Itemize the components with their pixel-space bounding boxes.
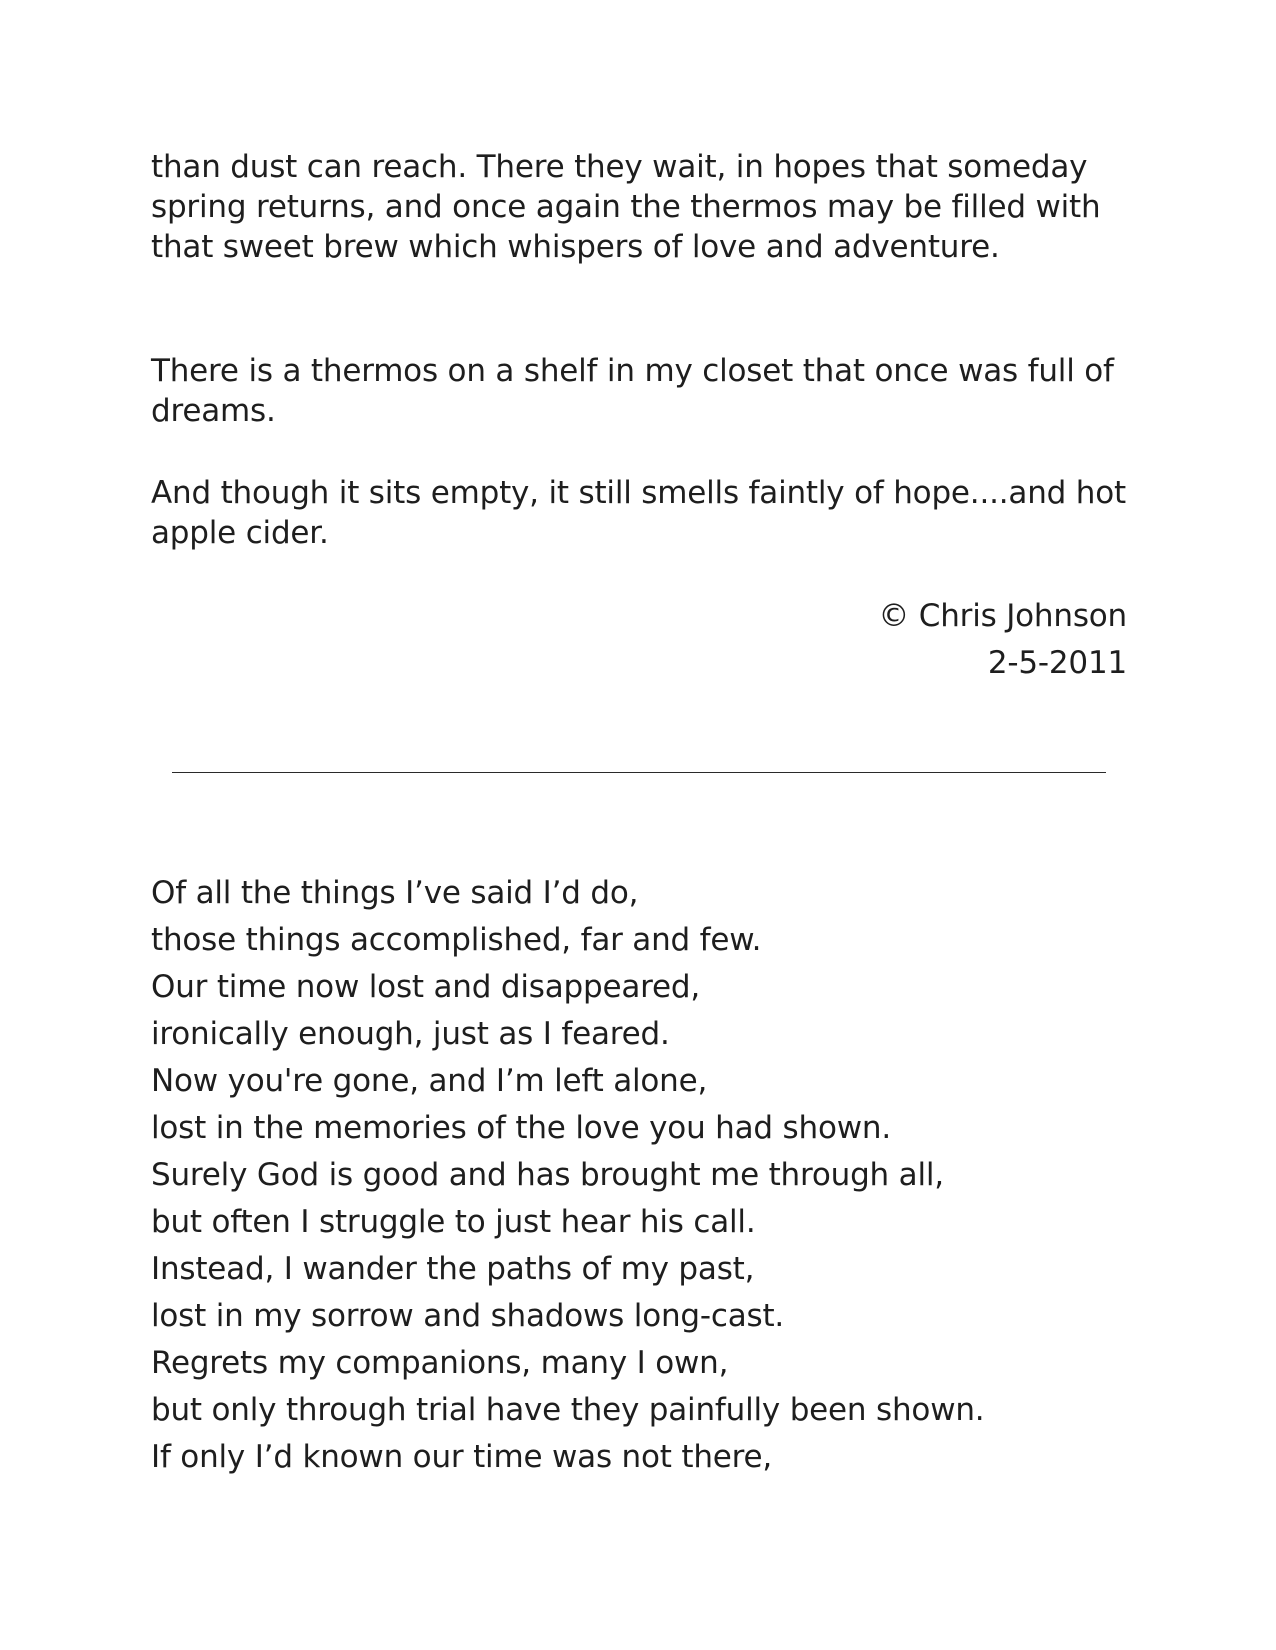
poem-line: but often I struggle to just hear his call. [151, 1204, 756, 1240]
poem-line: Regrets my companions, many I own, [151, 1345, 729, 1381]
prose-paragraph-3: And though it sits empty, it still smells faintly of hope....and hot apple cider. [151, 475, 1126, 551]
poem-line: If only I’d known our time was not there, [151, 1439, 773, 1475]
poem-stanza [151, 870, 1136, 1481]
poem-line: but only through trial have they painfully been shown. [151, 1392, 985, 1428]
signature-date: 2-5-2011 [987, 645, 1127, 681]
section-divider [172, 772, 1106, 773]
poem-line: Our time now lost and disappeared, [151, 969, 701, 1005]
poem-line: ironically enough, just as I feared. [151, 1016, 670, 1052]
prose-paragraph-1: than dust can reach. There they wait, in hopes that someday spring returns, and once again the thermos may be filled with that sweet brew which whispers of love and adventure. [151, 149, 1101, 265]
poem-line: Surely God is good and has brought me through all, [151, 1157, 944, 1193]
poem-line: those things accomplished, far and few. [151, 922, 762, 958]
poem-line: lost in my sorrow and shadows long-cast. [151, 1298, 785, 1334]
poem-line: Now you're gone, and I’m left alone, [151, 1063, 708, 1099]
poem-line: Of all the things I’ve said I’d do, [151, 875, 639, 911]
copyright-author: © Chris Johnson [878, 598, 1127, 634]
poem-line: lost in the memories of the love you had shown. [151, 1110, 891, 1146]
poem-line: Instead, I wander the paths of my past, [151, 1251, 755, 1287]
prose-paragraph-2: There is a thermos on a shelf in my closet that once was full of dreams. [151, 353, 1114, 429]
